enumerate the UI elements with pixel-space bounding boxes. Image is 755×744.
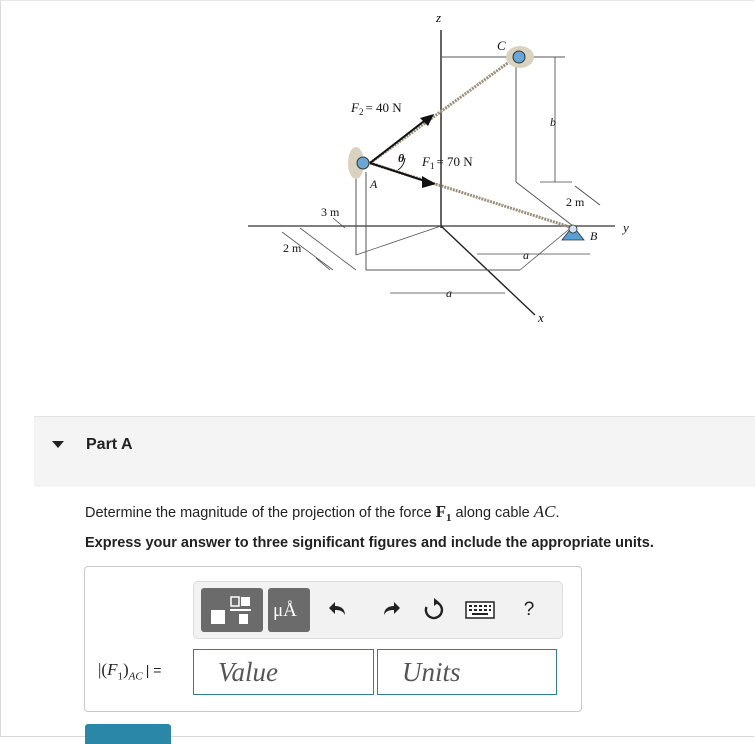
dim-2m-left-label: 2 m: [283, 241, 302, 255]
question-text: Determine the magnitude of the projection of the force $F_1$ along cable AC.: [85, 502, 560, 524]
value-input[interactable]: [193, 649, 374, 695]
dim-2m-top-label: 2 m: [566, 195, 585, 209]
fraction-template-icon: [201, 588, 263, 632]
z-axis-label: z: [436, 10, 442, 25]
units-micro-angstrom-icon: μÅ: [273, 600, 297, 621]
keyboard-button[interactable]: [464, 597, 496, 623]
redo-icon: [380, 599, 402, 621]
part-a-header[interactable]: [34, 416, 755, 487]
x-axis-label: x: [538, 310, 544, 325]
cable-symbol: AC: [533, 502, 556, 521]
force-F1-label: $F_1 = 70$ N: [422, 154, 473, 171]
units-input[interactable]: [377, 649, 557, 695]
force-F2-label: $F_2 = 40$ N: [351, 100, 402, 117]
help-button[interactable]: ?: [523, 599, 535, 620]
dim-3m-label: 3 m: [321, 205, 340, 219]
part-title: Part A: [86, 436, 133, 453]
theta-label: θ: [398, 151, 405, 165]
point-B-label: B: [590, 229, 598, 243]
redo-button[interactable]: [378, 597, 404, 623]
units-button[interactable]: [268, 588, 310, 632]
keyboard-icon: [465, 601, 495, 619]
dim-a-right-label: a: [523, 248, 529, 262]
point-A-label: A: [370, 177, 378, 191]
reset-icon: [422, 598, 446, 622]
templates-button[interactable]: [201, 588, 263, 632]
force-symbol: F: [435, 502, 447, 521]
submit-button[interactable]: [85, 724, 171, 744]
collapse-caret-icon[interactable]: [52, 441, 64, 448]
problem-figure: [240, 0, 630, 330]
point-C-label: C: [497, 38, 506, 53]
answer-label: $|(F_1)_{AC}$ | =: [98, 660, 162, 683]
reset-button[interactable]: [421, 597, 447, 623]
dim-a-bottom-label: a: [446, 286, 452, 300]
instruction-text: Express your answer to three significant figures and include the appropriate units.: [85, 535, 654, 551]
undo-icon: [327, 599, 349, 621]
force-F1-arrow: [370, 163, 428, 182]
y-axis-label: y: [623, 220, 629, 235]
dim-b-label: b: [550, 115, 556, 129]
undo-button[interactable]: [325, 597, 351, 623]
